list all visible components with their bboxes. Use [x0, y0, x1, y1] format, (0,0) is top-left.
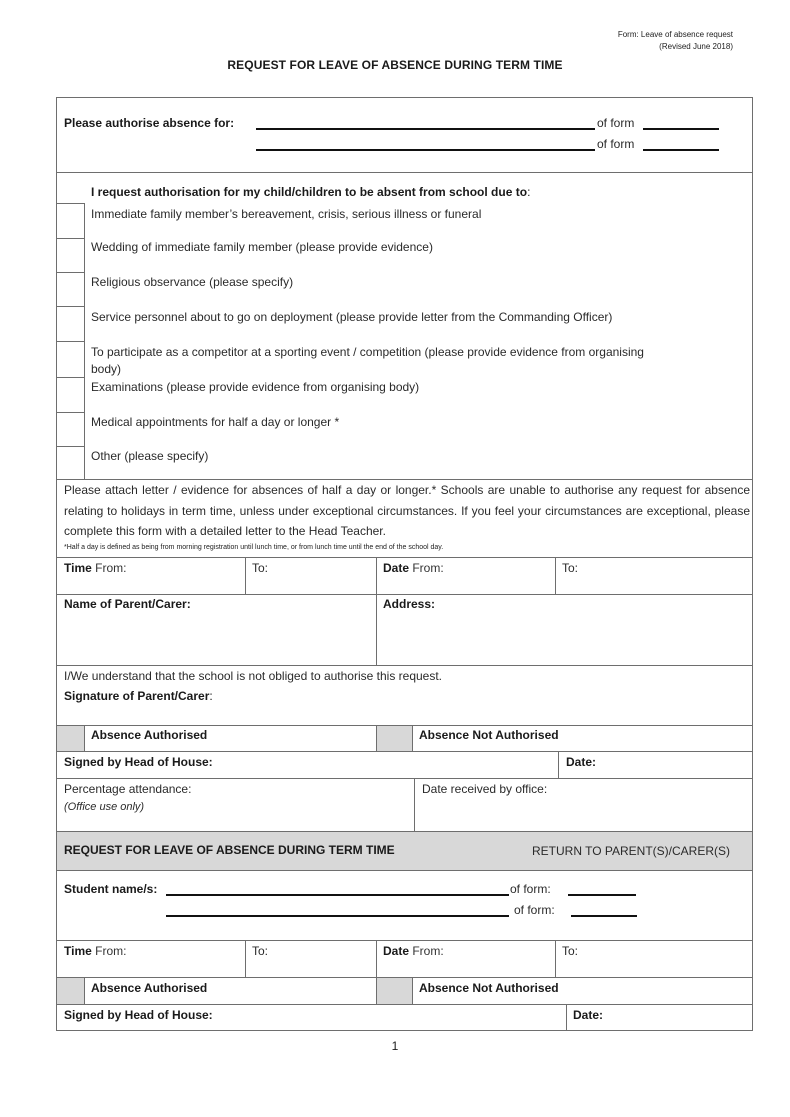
checkbox-sporting[interactable] — [56, 341, 84, 377]
of-form-label-1: of form — [597, 116, 635, 130]
time-to-field[interactable]: To: — [252, 561, 269, 575]
student-name-field-1[interactable] — [256, 128, 595, 130]
understand-statement: I/We understand that the school is not obliged to authorise this request. — [64, 669, 443, 683]
authorise-label: Please authorise absence for: — [64, 116, 235, 130]
checkbox-medical[interactable] — [56, 412, 84, 446]
reason-wedding: Wedding of immediate family member (please provide evidence) — [91, 240, 433, 254]
revised-date: (Revised June 2018) — [659, 42, 733, 51]
return-of-form-label-2: of form: — [514, 903, 555, 917]
return-student-name-field-2[interactable] — [166, 915, 509, 917]
absence-authorised-checkbox[interactable] — [57, 726, 84, 751]
notice-text: Please attach letter / evidence for absences of half a day or longer.* Schools are unable to authorise any request for absence relating to holidays in term time, unless under exceptional circumstances. If you feel your circumstances are exceptional, please complete this form with a detailed letter to the Head Teacher. — [64, 483, 750, 538]
percentage-attendance-field[interactable]: Percentage attendance: — [64, 782, 192, 796]
form-field-1[interactable] — [643, 128, 719, 130]
reason-sporting-line2: body) — [91, 362, 122, 376]
return-date-from-field[interactable]: Date From: — [383, 944, 444, 958]
date-received-field[interactable]: Date received by office: — [422, 782, 548, 796]
return-of-form-label-1: of form: — [510, 882, 551, 896]
parent-signature-field[interactable]: Signature of Parent/Carer: — [64, 689, 213, 703]
parent-name-field[interactable]: Name of Parent/Carer: — [64, 597, 191, 611]
reason-religious: Religious observance (please specify) — [91, 275, 294, 289]
checkbox-bereavement[interactable] — [56, 203, 84, 238]
checkbox-deployment[interactable] — [56, 306, 84, 341]
head-of-house-signature-field[interactable]: Signed by Head of House: — [64, 755, 213, 769]
return-absence-not-authorised-label: Absence Not Authorised — [419, 981, 559, 995]
return-date-to-field[interactable]: To: — [562, 944, 579, 958]
time-from-field[interactable]: Time From: — [64, 561, 127, 575]
form-name: Form: Leave of absence request — [617, 30, 733, 39]
checkbox-examinations[interactable] — [56, 377, 84, 412]
student-name-label: Student name/s: — [64, 882, 158, 896]
return-head-of-house-signature-field[interactable]: Signed by Head of House: — [64, 1008, 213, 1022]
reason-other: Other (please specify) — [91, 449, 209, 463]
return-form-field-2[interactable] — [571, 915, 637, 917]
checkbox-religious[interactable] — [56, 272, 84, 306]
head-of-house-date-field[interactable]: Date: — [566, 755, 597, 769]
address-field[interactable]: Address: — [383, 597, 436, 611]
student-name-field-2[interactable] — [256, 149, 595, 151]
return-to-parent-label: RETURN TO PARENT(S)/CARER(S) — [531, 844, 730, 858]
checkbox-other[interactable] — [56, 446, 84, 480]
reasons-intro: I request authorisation for my child/children to be absent from school due to: — [91, 185, 531, 199]
return-time-to-field[interactable]: To: — [252, 944, 269, 958]
absence-not-authorised-checkbox[interactable] — [377, 726, 412, 751]
checkbox-wedding[interactable] — [56, 238, 84, 272]
absence-not-authorised-label: Absence Not Authorised — [419, 728, 559, 742]
date-from-field[interactable]: Date From: — [383, 561, 444, 575]
return-time-from-field[interactable]: Time From: — [64, 944, 127, 958]
reason-bereavement: Immediate family member’s bereavement, crisis, serious illness or funeral — [91, 207, 482, 221]
return-absence-authorised-checkbox[interactable] — [57, 978, 84, 1004]
absence-authorised-label: Absence Authorised — [91, 728, 208, 742]
reason-medical: Medical appointments for half a day or longer * — [91, 415, 340, 429]
half-day-footnote: *Half a day is defined as being from morning registration until lunch time, or from lunch time until the end of the school day. — [64, 544, 444, 551]
office-use-only-note: (Office use only) — [64, 801, 145, 813]
document-title: REQUEST FOR LEAVE OF ABSENCE DURING TERM TIME — [227, 58, 563, 72]
return-form-field-1[interactable] — [568, 894, 636, 896]
reason-deployment: Service personnel about to go on deployment (please provide letter from the Commanding Officer) — [91, 310, 613, 324]
of-form-label-2: of form — [597, 137, 635, 151]
reason-sporting: To participate as a competitor at a sporting event / competition (please provide evidence from organising — [91, 345, 644, 359]
reason-examinations: Examinations (please provide evidence from organising body) — [91, 380, 420, 394]
date-to-field[interactable]: To: — [562, 561, 579, 575]
return-absence-not-authorised-checkbox[interactable] — [377, 978, 412, 1004]
return-absence-authorised-label: Absence Authorised — [91, 981, 208, 995]
form-field-2[interactable] — [643, 149, 719, 151]
return-student-name-field-1[interactable] — [166, 894, 509, 896]
return-head-of-house-date-field[interactable]: Date: — [573, 1008, 604, 1022]
page-number: 1 — [391, 1039, 399, 1053]
return-slip-title: REQUEST FOR LEAVE OF ABSENCE DURING TERM TIME — [64, 843, 395, 857]
